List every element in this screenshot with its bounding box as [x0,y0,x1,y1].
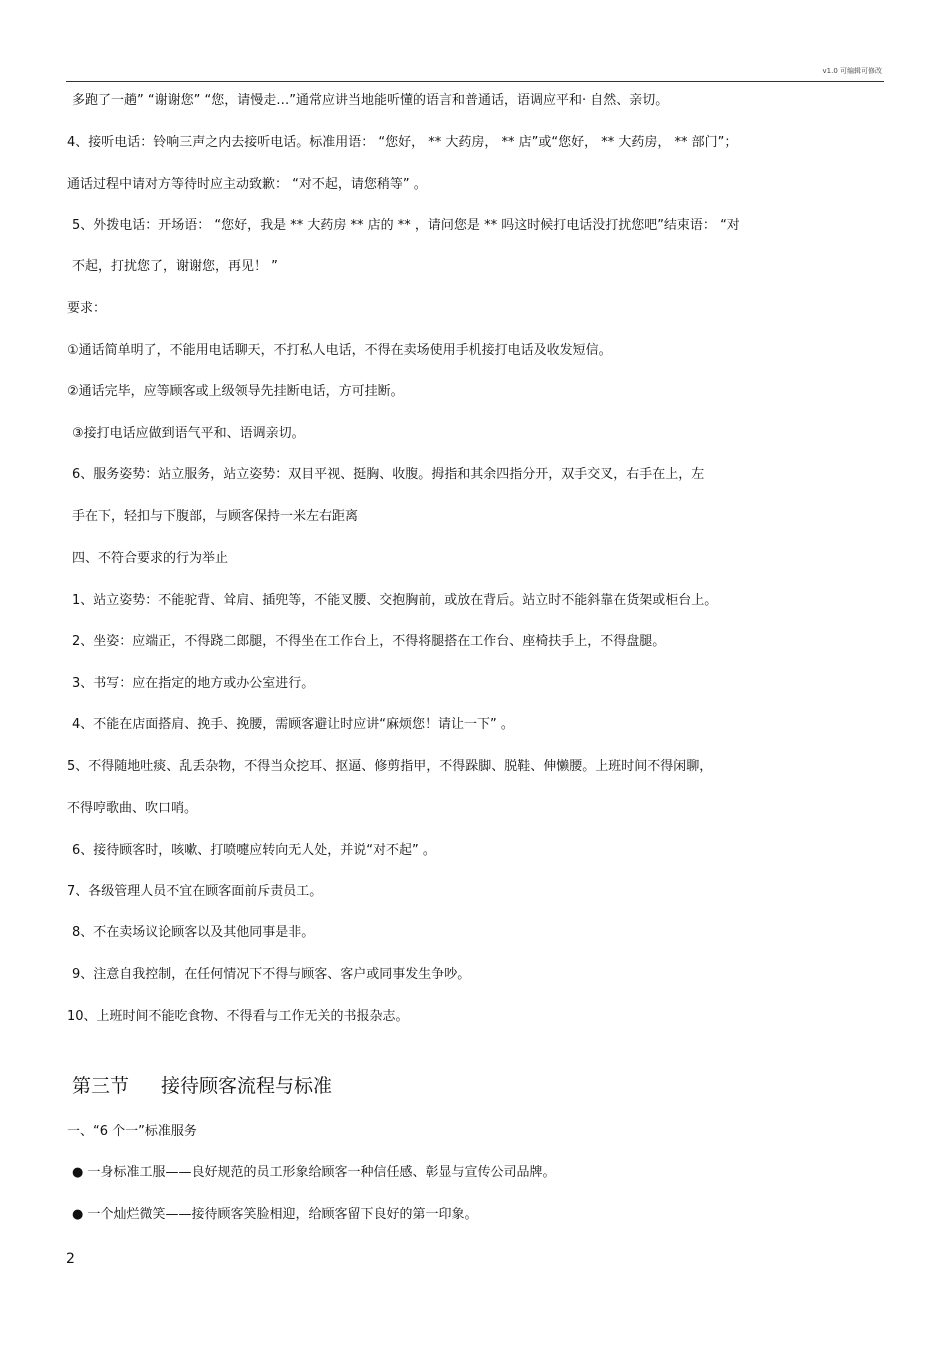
body-line: ②通话完毕，应等顾客或上级领导先挂断电话，方可挂断。 [67,384,404,399]
body-line: 1、站立姿势：不能驼背、耸肩、插兜等，不能叉腰、交抱胸前，或放在背后。站立时不能斜靠在货架或柜台上。 [72,593,718,608]
body-line: 5、不得随地吐痰、乱丢杂物，不得当众挖耳、抠逼、修剪指甲，不得跺脚、脱鞋、伸懒腰。上班时间不得闲聊， [67,759,713,774]
section-number: 第三节 [72,1075,130,1097]
body-line: 9、注意自我控制，在任何情况下不得与顾客、客户或同事发生争吵。 [72,967,471,982]
body-line: 手在下，轻扣与下腹部，与顾客保持一米左右距离 [72,509,359,524]
body-line: 3、书写：应在指定的地方或办公室进行。 [72,676,315,691]
bullet-item: ● 一身标准工服——良好规范的员工形象给顾客一种信任感、彰显与宣传公司品牌。 [72,1165,556,1180]
body-line: 7、各级管理人员不宜在顾客面前斥责员工。 [67,884,323,899]
bullet-item: ● 一个灿烂微笑——接待顾客笑脸相迎，给顾客留下良好的第一印象。 [72,1207,478,1222]
body-line: 多跑了一趟” “谢谢您” “您，请慢走…”通常应讲当地能听懂的语言和普通话，语调应平和· 自然、亲切。 [72,93,669,108]
body-line: 通话过程中请对方等待时应主动致歉： “对不起，请您稍等” 。 [67,177,427,192]
page-number: 2 [66,1251,75,1267]
body-line: 不起，打扰您了，谢谢您，再见！ ” [72,259,278,274]
body-line: 4、不能在店面搭肩、挽手、挽腰，需顾客避让时应讲“麻烦您！请让一下” 。 [72,717,514,732]
body-line: 5、外拨电话：开场语： “您好，我是 ** 大药房 ** 店的 ** ，请问您是 ** 吗这时候打电话没打扰您吧”结束语： “对 [72,218,740,233]
body-line: 不得哼歌曲、吹口哨。 [67,801,198,816]
body-line: 6、接待顾客时，咳嗽、打喷嚏应转向无人处，并说“对不起” 。 [72,843,436,858]
body-line: 8、不在卖场议论顾客以及其他同事是非。 [72,925,315,940]
body-line: 10、上班时间不能吃食物、不得看与工作无关的书报杂志。 [67,1009,409,1024]
section-title: 接待顾客流程与标准 [161,1075,333,1097]
body-line: ①通话简单明了，不能用电话聊天，不打私人电话，不得在卖场使用手机接打电话及收发短信。 [67,343,612,358]
body-line: ③接打电话应做到语气平和、语调亲切。 [72,426,305,441]
body-line: 要求： [67,301,107,316]
header-version-label: v1.0 可编辑可修改 [822,67,882,75]
subheading: 四、不符合要求的行为举止 [72,551,229,566]
body-line: 2、坐姿：应端正，不得跷二郎腿，不得坐在工作台上，不得将腿搭在工作台、座椅扶手上，不得盘腿。 [72,634,666,649]
header-rule [66,81,884,82]
subheading: 一、“6 个一”标准服务 [67,1124,197,1139]
body-line: 4、接听电话：铃响三声之内去接听电话。标准用语： “您好， ** 大药房， ** 店”或“您好， ** 大药房， ** 部门”； [67,135,738,150]
section-heading [72,1074,332,1098]
body-line: 6、服务姿势：站立服务，站立姿势：双目平视、挺胸、收腹。拇指和其余四指分开，双手交叉，右手在上，左 [72,467,705,482]
